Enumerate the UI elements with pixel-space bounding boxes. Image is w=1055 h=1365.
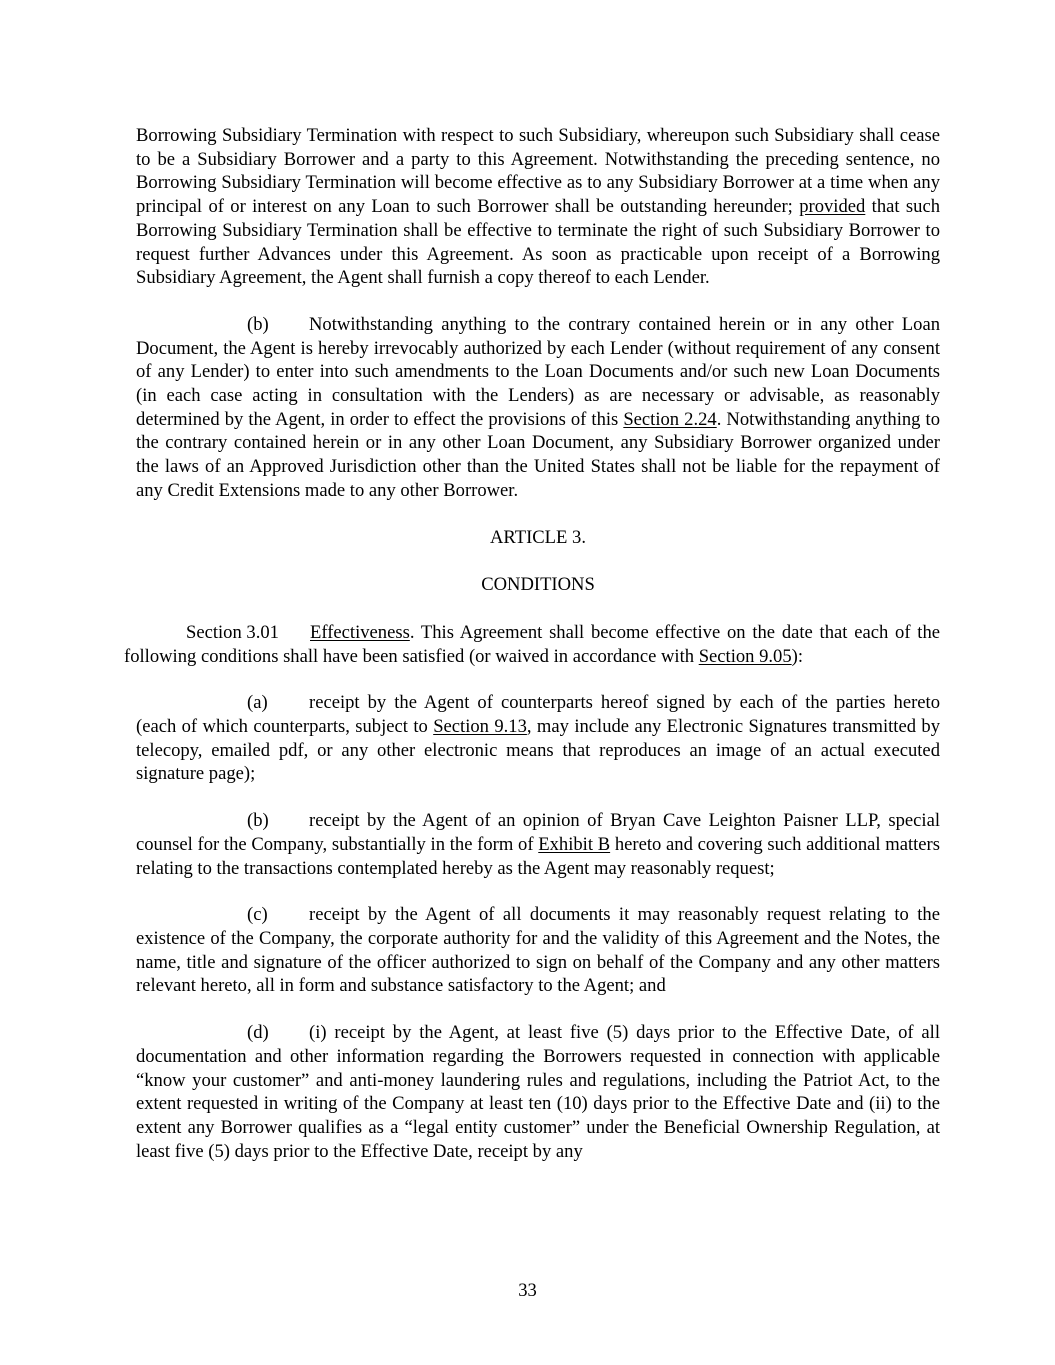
page-number: 33: [518, 1280, 537, 1301]
section-heading: Effectiveness: [310, 621, 410, 643]
clause-a: [136, 691, 940, 786]
clause-text-2: , may include any Electronic Signatures transmitted by telecopy, emailed pdf, or any other electronic means that reproduces an image of an actual executed signature page);: [136, 716, 940, 785]
clause-text: (i) receipt by the Agent, at least five (5) days prior to the Effective Date, of all documentation and other information regarding the Borrowers requested in connection with applicable “know your customer” and anti-money laundering rules and regulations, including the Patriot Act, to the extent requested in writing of the Company at least ten (10) days prior to the Effective Date and (ii) to the extent any Borrower qualifies as a “legal entity customer” under the Beneficial Ownership Regulation, at least five (5) days prior to the Effective Date, receipt by any: [136, 1022, 940, 1162]
clause-b-section-2-24: [136, 313, 940, 503]
section-reference: Section 2.24: [623, 408, 717, 430]
intro-text-1: Borrowing Subsidiary Termination with respect to such Subsidiary, whereupon such Subsidiary shall cease to be a Subsidiary Borrower and a party to this Agreement. Notwithstanding the preceding sentence, no Borrowing Subsidiary Termination will become effective as to any Subsidiary Borrower at a time when any principal of or interest on any Loan to such Borrower shall be outstanding hereunder;: [136, 125, 940, 218]
clause-text: receipt by the Agent of all documents it may reasonably request relating to the existence of the Company, the corporate authority for and the validity of this Agreement and the Notes, the name, title and signature of the officer authorized to sign on behalf of the Company and any other matters relevant hereto, all in form and substance satisfactory to the Agent; and: [136, 904, 940, 997]
intro-paragraph: [136, 124, 940, 290]
clause-text-2: . Notwithstanding anything to the contrary contained herein or in any other Loan Document, any Subsidiary Borrower organized under the laws of an Approved Jurisdiction other than the United States shall not be liable for the repayment of any Credit Extensions made to any other Borrower.: [136, 408, 940, 501]
clause-c: [136, 903, 940, 998]
clause-label: (c): [247, 904, 268, 926]
clause-text-2: hereto and covering such additional matters relating to the transactions contemplated hereby as the Agent may reasonably request;: [136, 833, 940, 879]
provided-term: provided: [799, 196, 866, 218]
clause-label: (a): [247, 692, 268, 714]
clause-label: (b): [247, 810, 269, 832]
section-3-01: [124, 621, 940, 668]
intro-text-2: that such Borrowing Subsidiary Termination shall be effective to terminate the right of such Subsidiary Borrower to request further Advances under this Agreement. As soon as practicable upon receipt of a Borrowing Subsidiary Agreement, the Agent shall furnish a copy thereof to each Lender.: [136, 196, 940, 289]
clause-text-1: receipt by the Agent of an opinion of Bryan Cave Leighton Paisner LLP, special counsel for the Company, substantially in the form of: [136, 810, 940, 855]
section-text-2: ):: [791, 645, 804, 667]
exhibit-reference: Exhibit B: [538, 833, 611, 855]
article-number: ARTICLE 3.: [490, 526, 586, 548]
clause-d: [136, 1021, 940, 1163]
clause-label: (d): [247, 1022, 269, 1044]
clause-b: [136, 809, 940, 880]
article-title: CONDITIONS: [481, 574, 595, 596]
document-page: [124, 124, 940, 1163]
section-reference: Section 9.05: [698, 645, 792, 667]
section-reference: Section 9.13: [433, 716, 527, 738]
clause-text-1: Notwithstanding anything to the contrary contained herein or in any other Loan Document, the Agent is hereby irrevocably authorized by each Lender (without requirement of any consent of any Lender) to enter into such amendments to the Loan Documents and/or such new Loan Documents (in each case acting in consultation with the Lenders) as are necessary or advisable, as reasonably determined by the Agent, in order to effect the provisions of this: [136, 313, 940, 430]
clause-label: (b): [247, 313, 269, 335]
section-number: Section 3.01: [186, 621, 279, 643]
clause-text-1: receipt by the Agent of counterparts hereof signed by each of the parties hereto (each of which counterparts, subject to: [136, 692, 940, 738]
section-text-1: . This Agreement shall become effective on the date that each of the following conditions shall have been satisfied (or waived in accordance with: [124, 621, 940, 667]
